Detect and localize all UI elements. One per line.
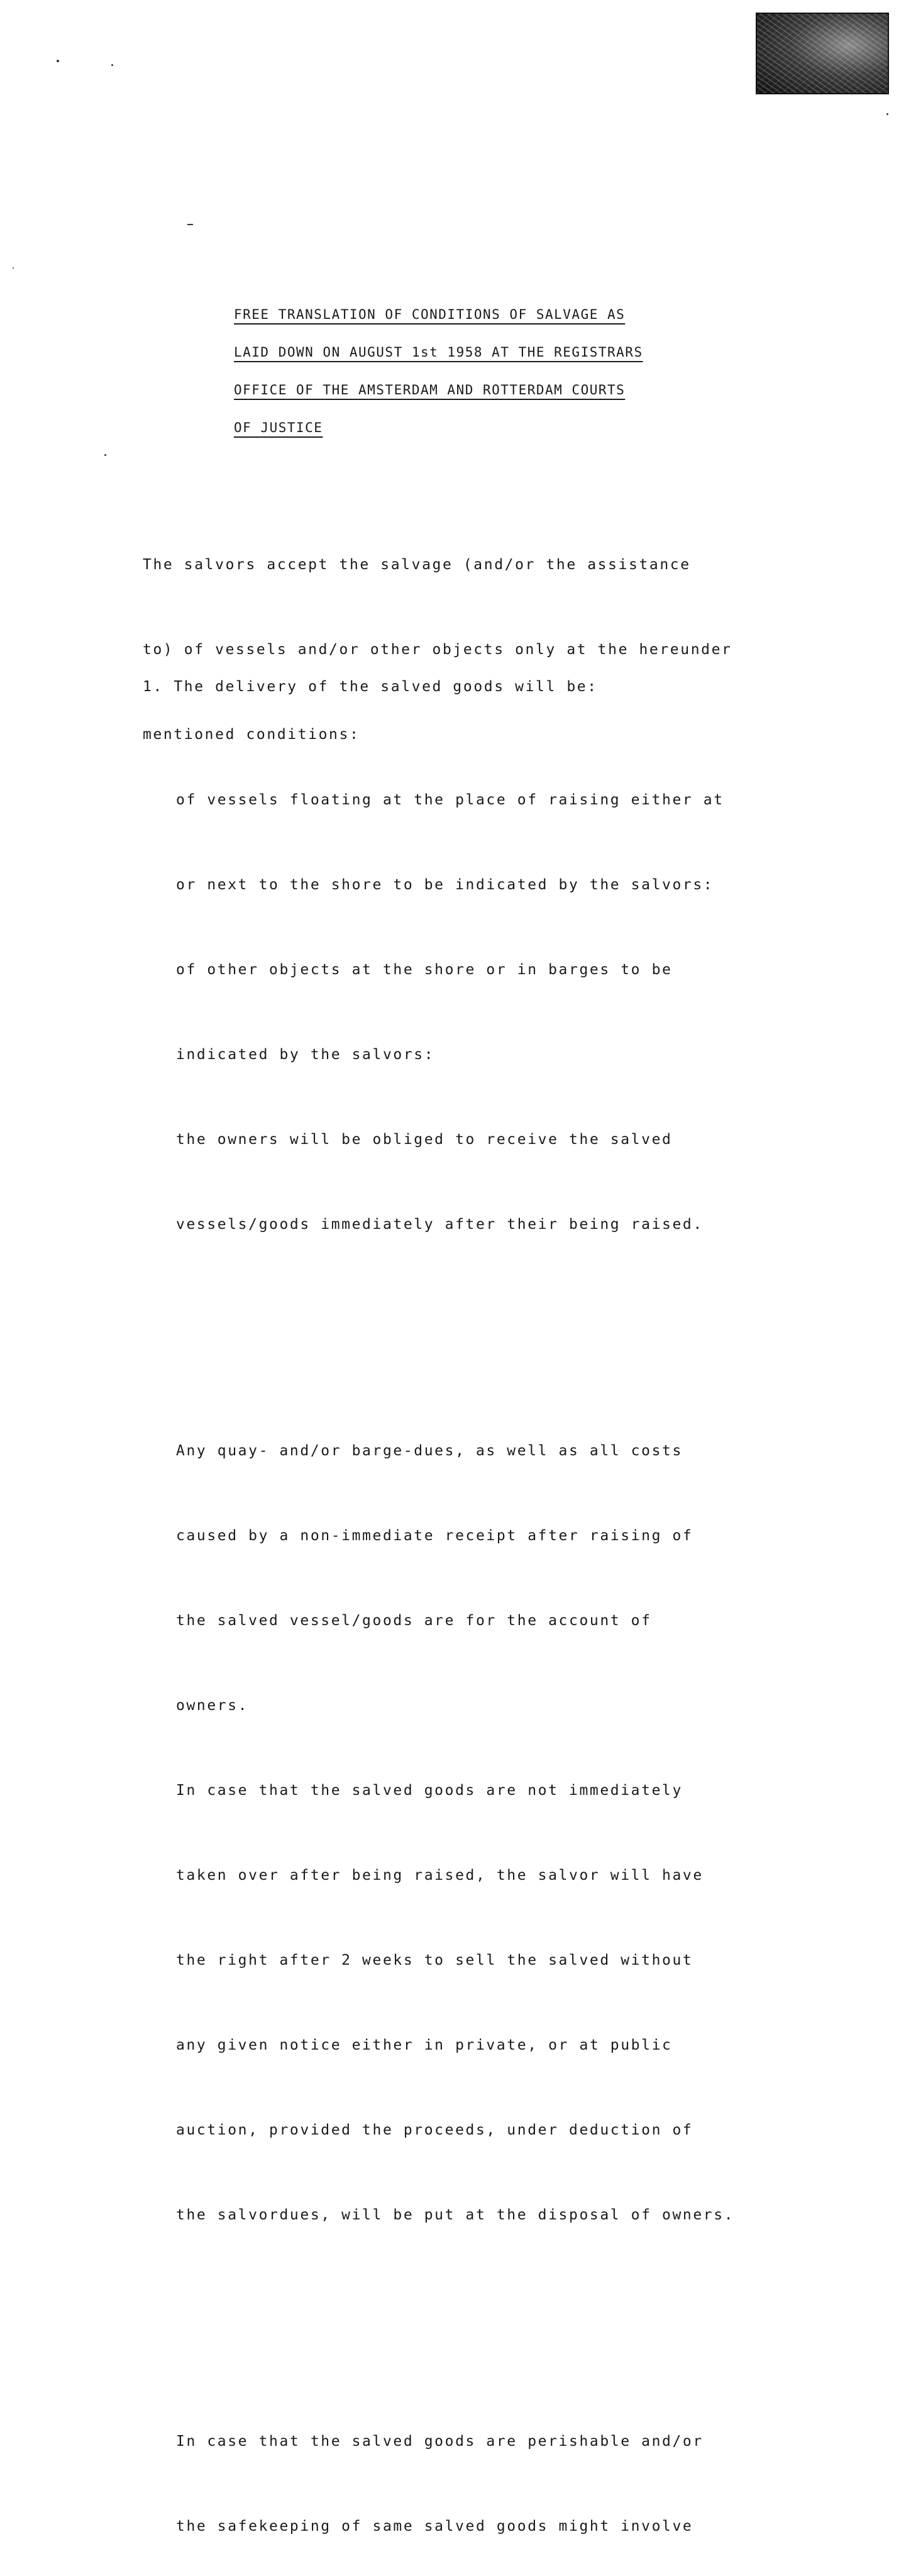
scan-speck — [57, 60, 59, 62]
clause-heading: The delivery of the salved goods will be: — [174, 679, 598, 695]
paragraph-gap — [143, 1324, 834, 1352]
paragraph-gap — [143, 2314, 834, 2343]
paragraph-line: indicated by the salvors: — [176, 1046, 435, 1063]
clause-first-line — [143, 673, 834, 701]
paragraph-line: In case that the salved goods are perishable and/or — [176, 2433, 704, 2450]
paragraph-line: the salved vessel/goods are for the account of — [176, 1613, 652, 1629]
paragraph-line: caused by a non-immediate receipt after raising of — [176, 1528, 693, 1544]
paragraph-line: the owners will be obliged to receive the salved — [176, 1131, 673, 1148]
paragraph-line: of vessels floating at the place of raising either at — [176, 792, 724, 808]
scan-speck — [187, 224, 193, 225]
scan-speck — [13, 267, 14, 269]
corner-stamp-image — [756, 13, 889, 94]
document-title — [234, 296, 643, 447]
paragraph-line: or next to the shore to be indicated by the salvors: — [176, 877, 714, 893]
paragraph-line: the safekeeping of same salved goods might involve — [176, 2518, 693, 2534]
paragraph-line: the salvordues, will be put at the disposal of owners. — [176, 2207, 735, 2223]
paragraph-line: mentioned conditions: — [143, 726, 360, 743]
title-line: OFFICE OF THE AMSTERDAM AND ROTTERDAM COURTS — [234, 382, 626, 397]
paragraph-line: to) of vessels and/or other objects only at the hereunder — [143, 641, 732, 658]
title-line: FREE TRANSLATION OF CONDITIONS OF SALVAGE AS — [234, 307, 626, 322]
paragraph-line: owners. — [176, 1697, 249, 1714]
title-line: LAID DOWN ON AUGUST 1st 1958 AT THE REGISTRARS — [234, 345, 643, 360]
scan-speck — [104, 454, 106, 456]
paragraph-line: taken over after being raised, the salvor will have — [176, 1867, 704, 1884]
paragraph-line: auction, provided the proceeds, under deduction of — [176, 2122, 693, 2138]
paragraph-line: of other objects at the shore or in barges to be — [176, 962, 673, 978]
paragraph-line: Any quay- and/or barge-dues, as well as all costs — [176, 1443, 683, 1459]
paragraph-line: the right after 2 weeks to sell the salved without — [176, 1952, 693, 1968]
clause-number: 1. — [143, 679, 163, 695]
scan-speck — [886, 113, 888, 115]
scan-speck — [111, 64, 113, 66]
paragraph-line: In case that the salved goods are not immediately — [176, 1782, 683, 1799]
paragraph-line: any given notice either in private, or at public — [176, 2037, 673, 2053]
title-line: OF JUSTICE — [234, 420, 323, 435]
clause-1 — [143, 616, 834, 2576]
paragraph-line: vessels/goods immediately after their being raised. — [176, 1216, 704, 1233]
paragraph-line: The salvors accept the salvage (and/or the assistance — [143, 557, 691, 573]
